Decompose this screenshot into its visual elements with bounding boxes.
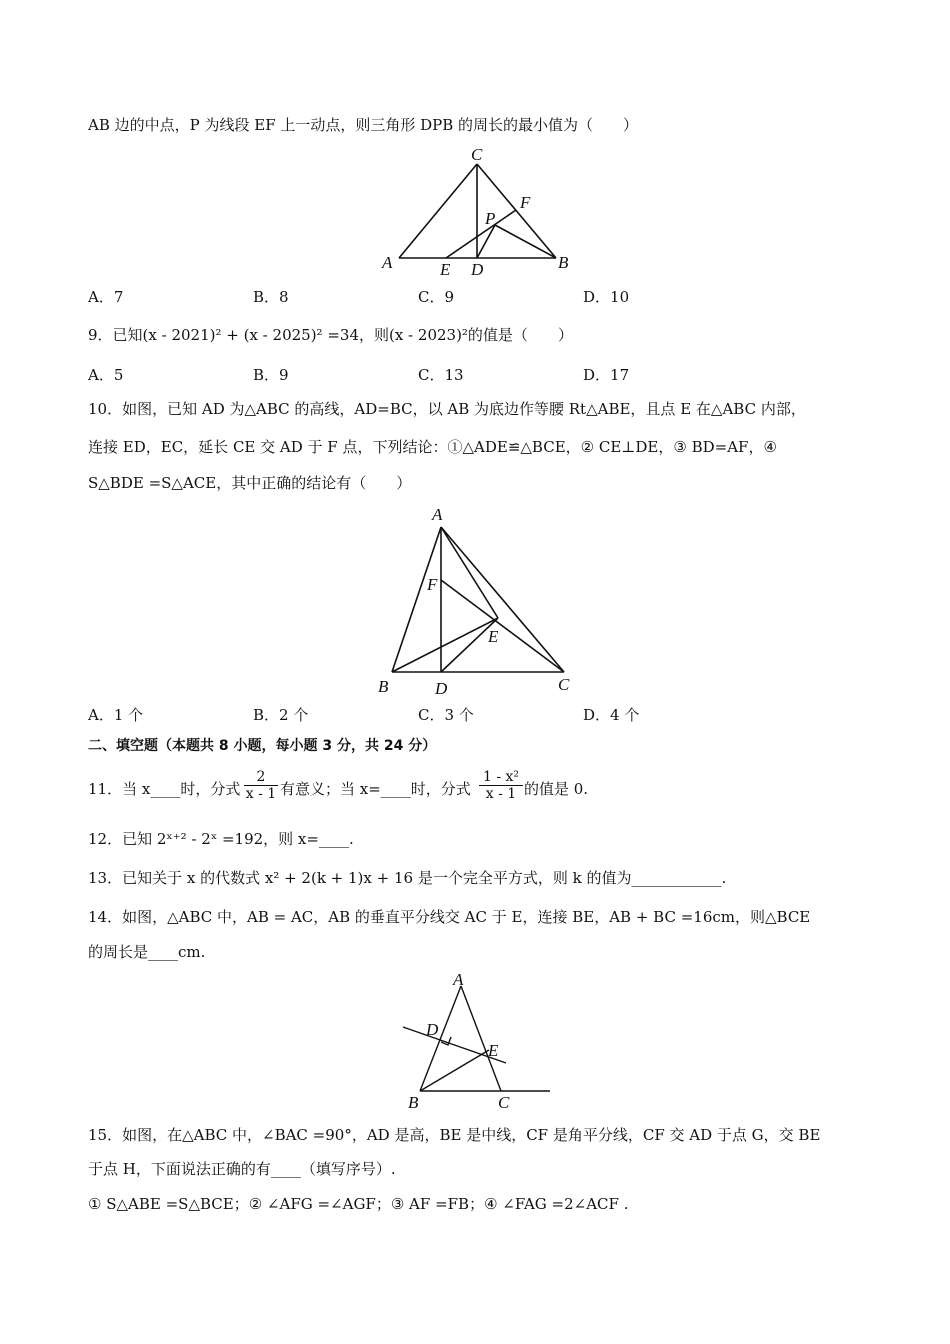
q9-option-c[interactable]: C．13 <box>418 366 464 384</box>
q14-figure <box>395 965 555 1115</box>
label-C: C <box>558 675 570 694</box>
q11-frac2-denominator: x - 1 <box>479 785 523 802</box>
segment-PB <box>495 225 556 258</box>
q8-option-a[interactable]: A．7 <box>88 288 124 306</box>
label-A: A <box>432 505 443 524</box>
q10-line1: 10．如图，已知 AD 为△ABC 的高线，AD=BC，以 AB 为底边作等腰 Rt△ABE，且点 E 在△ABC 内部， <box>88 400 806 418</box>
q14-line2: 的周长是____cm. <box>88 943 206 961</box>
q11-frac2-numerator: 1 - x² <box>482 769 520 785</box>
q8-option-d[interactable]: D．10 <box>583 288 630 306</box>
label-B: B <box>558 253 569 272</box>
q11-fraction-1 <box>244 769 278 802</box>
label-D: D <box>426 1020 439 1039</box>
q9-option-d[interactable]: D．17 <box>583 366 630 384</box>
label-A: A <box>453 970 464 989</box>
q15-line2: 于点 H，下面说法正确的有____（填写序号）. <box>88 1160 396 1178</box>
label-E: E <box>440 260 451 279</box>
section-title: 二、填空题（本题共 8 小题，每小题 3 分，共 24 分） <box>88 738 437 754</box>
q11-part3: 的值是 0. <box>524 780 589 798</box>
segment-BE <box>420 1050 489 1091</box>
q11-frac1-numerator: 2 <box>256 769 266 785</box>
q9-stem: 9．已知(x - 2021)² + (x - 2025)² =34，则(x - 2023)²的值是（ ） <box>88 326 573 344</box>
label-A: A <box>382 253 393 272</box>
q8-option-b[interactable]: B．8 <box>253 288 289 306</box>
q11-fraction-2 <box>479 769 523 802</box>
q15-line3: ① S△ABE =S△BCE；② ∠AFG =∠AGF；③ AF =FB；④ ∠FAG =2∠ACF . <box>88 1195 629 1213</box>
q10-figure <box>370 500 590 700</box>
q11-part1: 11．当 x____时，分式 <box>88 780 241 798</box>
segment-AC <box>461 986 501 1091</box>
q10-options <box>88 704 788 726</box>
q8-figure <box>370 140 590 280</box>
q10-line2: 连接 ED，EC，延长 CE 交 AD 于 F 点，下列结论：①△ADE≌△BCE，② CE⊥DE，③ BD=AF，④ <box>88 438 777 456</box>
label-D: D <box>471 260 484 279</box>
label-E: E <box>488 1041 499 1060</box>
q8-stem: AB 边的中点，P 为线段 EF 上一动点，则三角形 DPB 的周长的最小值为（ ） <box>88 116 639 134</box>
q10-option-d[interactable]: D．4 个 <box>583 706 640 724</box>
label-E: E <box>488 627 499 646</box>
segment-FC <box>441 580 564 672</box>
q9-option-b[interactable]: B．9 <box>253 366 289 384</box>
label-F: F <box>520 193 531 212</box>
label-C: C <box>498 1093 510 1112</box>
label-C: C <box>471 145 483 164</box>
q12-stem: 12．已知 2ˣ⁺² - 2ˣ =192，则 x=____. <box>88 830 354 848</box>
q13-stem: 13．已知关于 x 的代数式 x² + 2(k + 1)x + 16 是一个完全平方式，则 k 的值为____________. <box>88 869 727 887</box>
segment-AC <box>441 527 564 672</box>
q10-option-b[interactable]: B．2 个 <box>253 706 309 724</box>
q10-option-c[interactable]: C．3 个 <box>418 706 474 724</box>
q10-line3: S△BDE =S△ACE，其中正确的结论有（ ） <box>88 474 412 492</box>
label-B: B <box>378 677 389 696</box>
q11-part2: 有意义；当 x=____时，分式 <box>280 780 471 798</box>
q9-options <box>88 364 788 386</box>
label-D: D <box>435 679 448 698</box>
q10-option-a[interactable]: A．1 个 <box>88 706 144 724</box>
q14-line1: 14．如图，△ABC 中，AB = AC，AB 的垂直平分线交 AC 于 E，连接 BE，AB + BC =16cm，则△BCE <box>88 908 811 926</box>
label-F: F <box>427 575 438 594</box>
q8-options <box>88 286 788 308</box>
q11-frac1-denominator: x - 1 <box>245 786 277 802</box>
q15-line1: 15．如图，在△ABC 中，∠BAC =90°，AD 是高，BE 是中线，CF 是角平分线，CF 交 AD 于点 G，交 BE <box>88 1126 821 1144</box>
q8-option-c[interactable]: C．9 <box>418 288 455 306</box>
segment-AE <box>441 527 498 618</box>
label-P: P <box>485 209 496 228</box>
q9-option-a[interactable]: A．5 <box>88 366 124 384</box>
label-B: B <box>408 1093 419 1112</box>
